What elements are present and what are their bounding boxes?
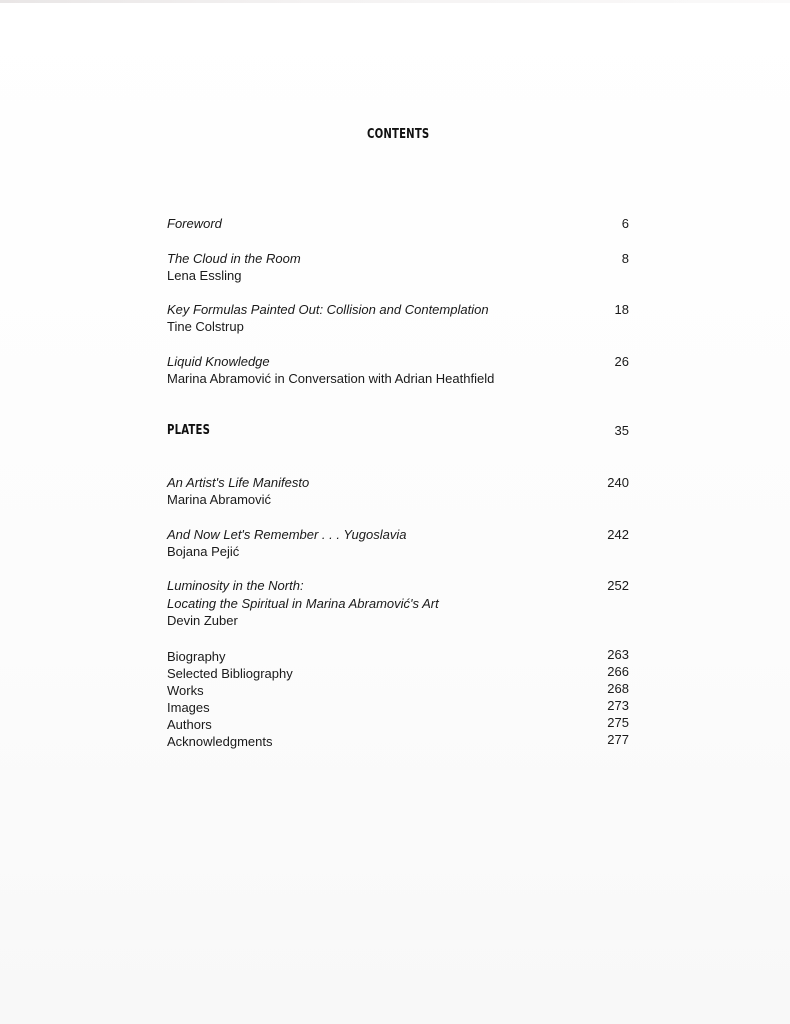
page-number-images: 273	[607, 698, 629, 713]
page-number-manifesto: 240	[607, 475, 629, 490]
entry-title-foreword: Foreword	[167, 216, 222, 231]
page-number-authors: 275	[607, 715, 629, 730]
entry-author-luminosity: Devin Zuber	[167, 613, 238, 628]
contents-heading: CONTENTS	[367, 127, 430, 142]
entry-author-manifesto: Marina Abramović	[167, 492, 272, 507]
page-edge	[0, 0, 790, 3]
page-number-works: 268	[607, 681, 629, 696]
entry-title-key-formulas: Key Formulas Painted Out: Collision and Contemplation	[167, 302, 489, 317]
page-number-luminosity: 252	[607, 578, 629, 593]
page-number-foreword: 6	[621, 216, 629, 231]
appendix-bibliography: Selected Bibliography	[167, 666, 293, 681]
appendix-authors: Authors	[167, 717, 212, 732]
entry-title-yugoslavia: And Now Let's Remember . . . Yugoslavia	[167, 527, 407, 542]
appendix-biography: Biography	[167, 649, 226, 664]
entry-author-cloud: Lena Essling	[167, 268, 242, 283]
page-number-key-formulas: 18	[614, 302, 629, 317]
appendix-acknowledgments: Acknowledgments	[167, 734, 273, 749]
page-number-biography: 263	[607, 647, 629, 662]
entry-title-luminosity: Luminosity in the North:	[167, 578, 304, 593]
entry-author-liquid-knowledge: Marina Abramović in Conversation with Adrian Heathfield	[167, 371, 495, 386]
entry-author-yugoslavia: Bojana Pejić	[167, 544, 240, 559]
appendix-works: Works	[167, 683, 204, 698]
plates-heading: PLATES	[167, 423, 211, 438]
page-number-bibliography: 266	[607, 664, 629, 679]
page-number-acknowledgments: 277	[607, 732, 629, 747]
page-number-plates: 35	[614, 423, 629, 438]
appendix-images: Images	[167, 700, 210, 715]
entry-title-manifesto: An Artist's Life Manifesto	[167, 475, 310, 490]
entry-title-liquid-knowledge: Liquid Knowledge	[167, 354, 270, 369]
page-number-liquid-knowledge: 26	[614, 354, 629, 369]
page-number-cloud: 8	[621, 251, 629, 266]
entry-title-cloud: The Cloud in the Room	[167, 251, 301, 266]
page-number-yugoslavia: 242	[607, 527, 629, 542]
entry-author-key-formulas: Tine Colstrup	[167, 319, 244, 334]
entry-title-luminosity-line2: Locating the Spiritual in Marina Abramović's Art	[167, 596, 439, 611]
